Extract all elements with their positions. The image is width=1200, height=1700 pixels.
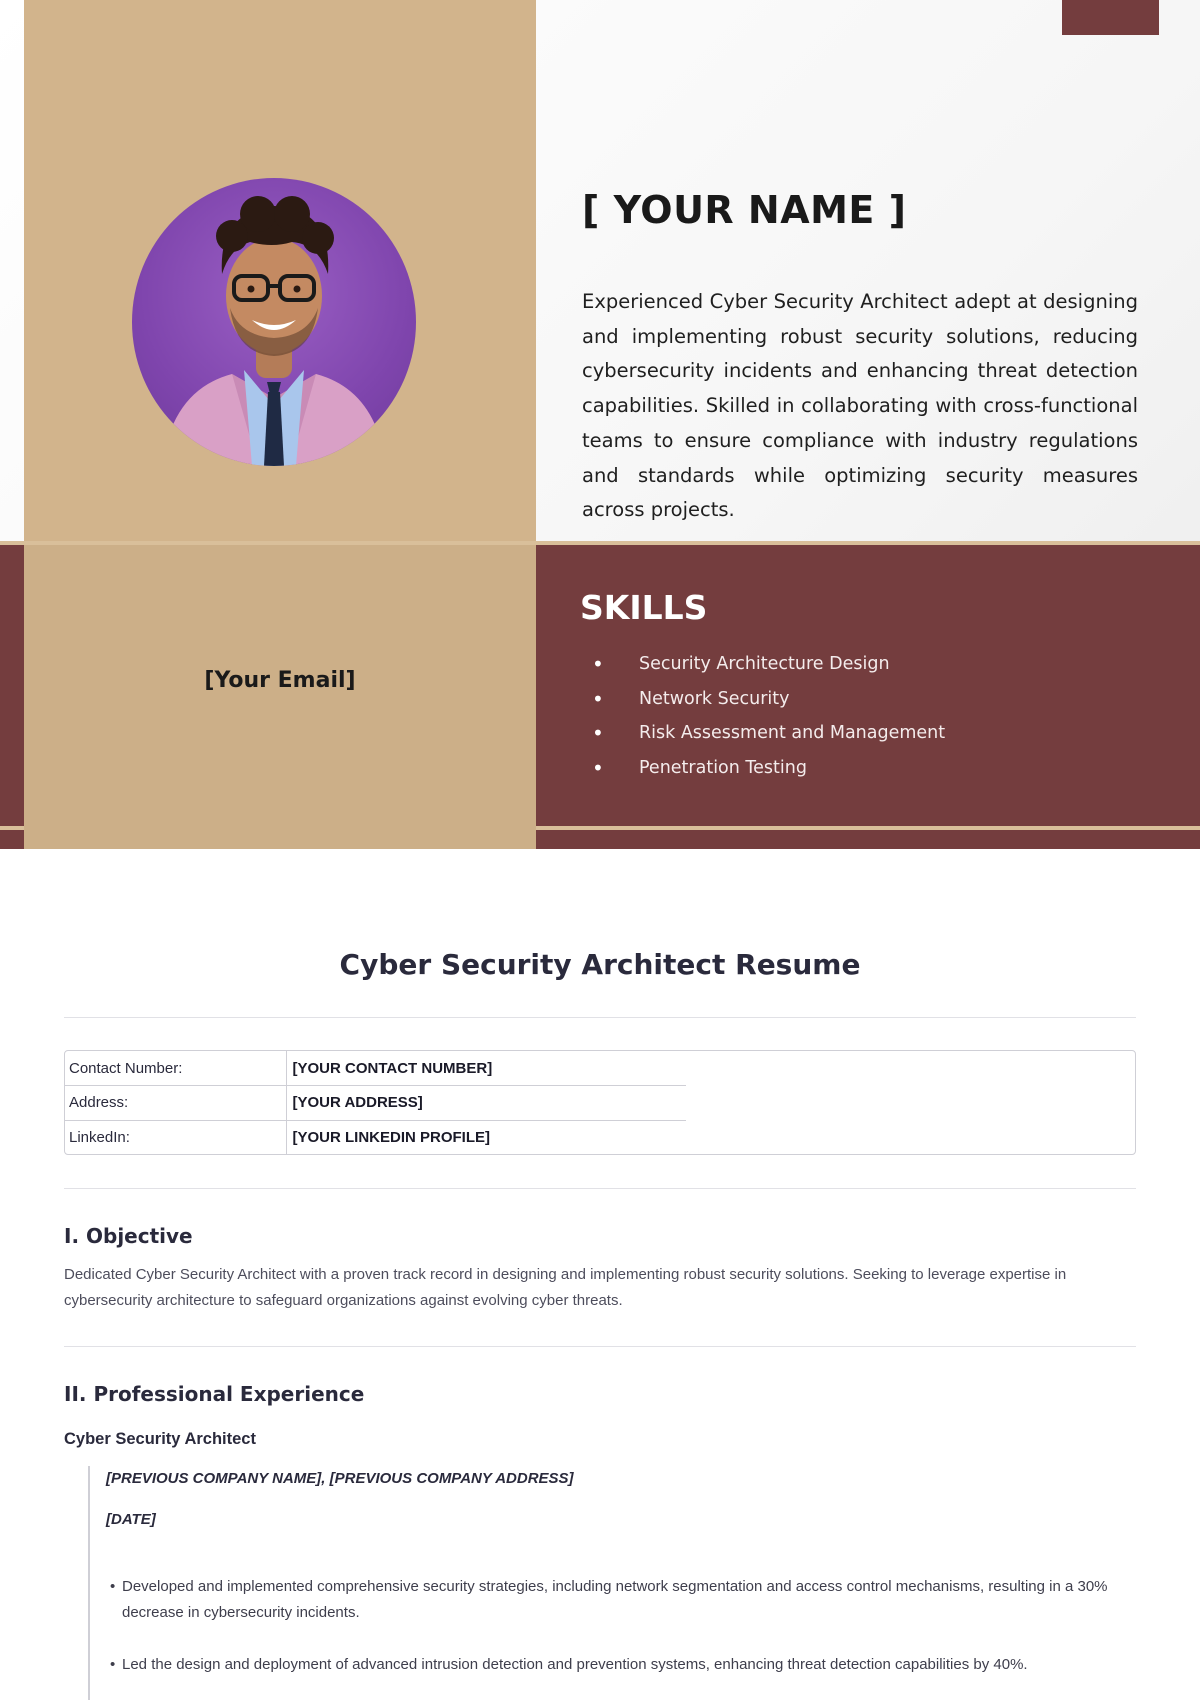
contact-info-table <box>64 1050 1136 1155</box>
table-row <box>65 1051 686 1086</box>
skills-heading: SKILLS <box>580 588 708 627</box>
table-row <box>65 1120 686 1155</box>
contact-value: [YOUR ADDRESS] <box>286 1086 686 1121</box>
skill-item: • Risk Assessment and Management <box>580 716 945 751</box>
job-title: Cyber Security Architect <box>64 1430 256 1448</box>
skill-item: • Network Security <box>580 682 945 717</box>
contact-label: Contact Number: <box>65 1051 286 1086</box>
skills-list <box>580 647 945 786</box>
candidate-name: [ YOUR NAME ] <box>582 188 907 232</box>
email-panel <box>24 545 536 849</box>
corner-accent <box>1062 0 1159 35</box>
person-portrait-icon <box>132 178 416 466</box>
email-text: [Your Email] <box>204 668 356 693</box>
experience-heading: II. Professional Experience <box>64 1382 365 1406</box>
contact-value: [YOUR LINKEDIN PROFILE] <box>286 1120 686 1155</box>
experience-timeline-line <box>88 1466 90 1700</box>
divider <box>64 1346 1136 1347</box>
contact-label: Address: <box>65 1086 286 1121</box>
company-name: [PREVIOUS COMPANY NAME], [PREVIOUS COMPANY ADDRESS] <box>106 1470 574 1487</box>
employment-date: [DATE] <box>106 1511 156 1528</box>
objective-text: Dedicated Cyber Security Architect with a proven track record in designing and implementing robust security solutions. Seeking to leverage expertise in cybersecurity architecture to safeguard organizations against evolving cyber threats. <box>64 1266 1067 1309</box>
objective-heading: I. Objective <box>64 1224 193 1248</box>
document-title: Cyber Security Architect Resume <box>339 948 861 981</box>
contact-table <box>65 1051 686 1155</box>
profile-photo <box>132 178 416 466</box>
experience-bullet: • Led the design and deployment of advanced intrusion detection and prevention systems, enhancing threat detection capabilities by 40%. <box>110 1652 1140 1678</box>
contact-value: [YOUR CONTACT NUMBER] <box>292 1059 493 1077</box>
experience-bullet: • Developed and implemented comprehensive security strategies, including network segmentation and access control mechanisms, resulting in a 30% decrease in cybersecurity incidents. <box>110 1574 1140 1626</box>
divider <box>64 1188 1136 1189</box>
profile-summary: Experienced Cyber Security Architect adept at designing and implementing robust security solutions, reducing cybersecurity incidents and enhancing threat detection capabilities. Skilled in collaborating with cross-functional teams to ensure compliance with industry regulations and standards while optimizing security measures across projects. <box>582 290 1138 522</box>
skill-item: • Security Architecture Design <box>580 647 945 682</box>
skill-item: • Penetration Testing <box>580 751 945 786</box>
resume-banner <box>0 0 1200 849</box>
contact-label: LinkedIn: <box>65 1120 286 1155</box>
table-row <box>65 1086 686 1121</box>
divider <box>64 1017 1136 1018</box>
